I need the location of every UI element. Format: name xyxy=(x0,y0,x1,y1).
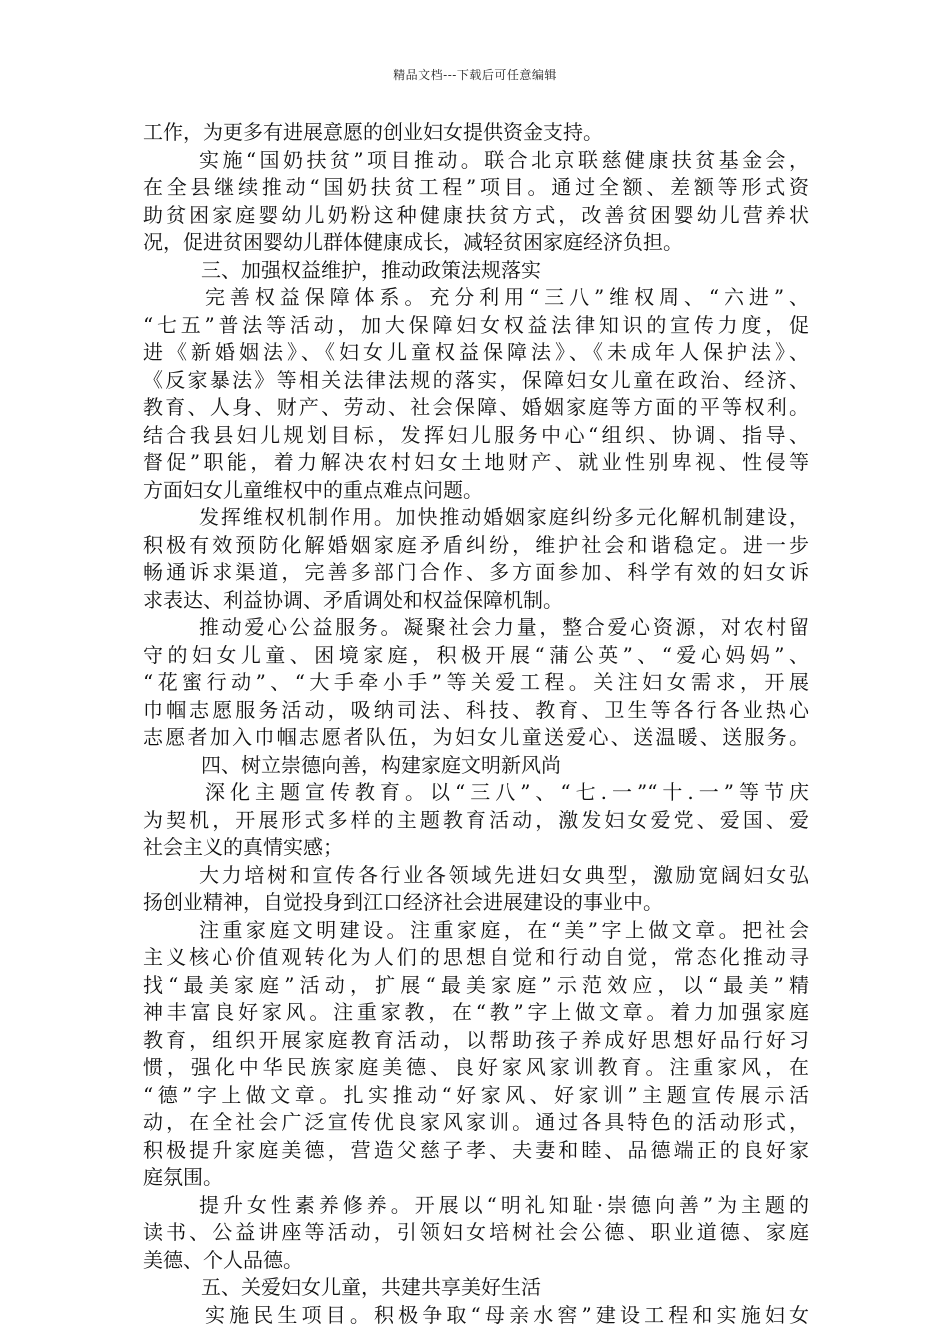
section-heading: 三、加强权益维护，推动政策法规落实 xyxy=(201,257,541,282)
text-line: 找“最美家庭”活动，扩展“最美家庭”示范效应，以“最美”精 xyxy=(143,972,809,997)
paragraph-start-line: 注重家庭文明建设。注重家庭，在“美”字上做文章。把社会 xyxy=(199,917,809,942)
text-line: 方面妇女儿童维权中的重点难点问题。 xyxy=(143,477,483,502)
text-line: 社会主义的真情实感； xyxy=(143,835,343,859)
paragraph-start-line: 实施“国奶扶贫”项目推动。联合北京联慈健康扶贫基金会， xyxy=(199,147,809,172)
text-line: 庭氛围。 xyxy=(143,1165,223,1189)
text-line: 在全县继续推动“国奶扶贫工程”项目。通过全额、差额等形式资 xyxy=(143,175,809,199)
text-line: 况，促进贫困婴幼儿群体健康成长，减轻贫困家庭经济负担。 xyxy=(143,230,683,254)
text-line: 神丰富良好家风。注重家教，在“教”字上做文章。着力加强家庭 xyxy=(143,1000,809,1024)
text-line: 督促”职能，着力解决农村妇女土地财产、就业性别卑视、性侵等 xyxy=(143,450,809,474)
text-line: 进《新婚姻法》、《妇女儿童权益保障法》、《未成年人保护法》、 xyxy=(143,340,809,364)
document-body xyxy=(143,119,809,1329)
section-heading: 四、树立崇德向善，构建家庭文明新风尚 xyxy=(201,752,561,777)
text-line: 教育、人身、财产、劳动、社会保障、婚姻家庭等方面的平等权利。 xyxy=(143,395,809,419)
paragraph-start-line: 推动爱心公益服务。凝聚社会力量，整合爱心资源，对农村留 xyxy=(199,615,809,639)
text-line: 积极有效预防化解婚姻家庭矛盾纠纷，维护社会和谐稳定。进一步 xyxy=(143,532,809,557)
text-line: 守的妇女儿童、困境家庭，积极开展“蒲公英”、“爱心妈妈”、 xyxy=(143,642,809,667)
text-line: 动，在全社会广泛宣传优良家风家训。通过各具特色的活动形式， xyxy=(143,1110,809,1134)
paragraph-start-line: 深化主题宣传教育。以“三八”、“七.一”“十.一”等节庆 xyxy=(205,780,809,804)
text-line: 惯，强化中华民族家庭美德、良好家风家训教育。注重家风，在 xyxy=(143,1055,809,1079)
text-line: 为契机，开展形式多样的主题教育活动，激发妇女爱党、爱国、爱 xyxy=(143,807,809,832)
page-header: 精品文档---下载后可任意编辑 xyxy=(393,68,557,82)
text-line: 工作，为更多有进展意愿的创业妇女提供资金支持。 xyxy=(143,120,603,144)
text-line: 结合我县妇儿规划目标，发挥妇儿服务中心“组织、协调、指导、 xyxy=(143,422,809,447)
text-line: “七五”普法等活动，加大保障妇女权益法律知识的宣传力度，促 xyxy=(143,312,809,337)
text-line: “德”字上做文章。扎实推动“好家风、好家训”主题宣传展示活 xyxy=(143,1082,809,1107)
text-line: 求表达、利益协调、矛盾调处和权益保障机制。 xyxy=(143,587,563,612)
text-line: “花蜜行动”、“大手牵小手”等关爱工程。关注妇女需求，开展 xyxy=(143,670,809,694)
paragraph-start-line: 发挥维权机制作用。加快推动婚姻家庭纠纷多元化解机制建设， xyxy=(199,505,809,529)
section-heading: 五、关爱妇女儿童，共建共享美好生活 xyxy=(201,1275,541,1299)
paragraph-start-line: 实施民生项目。积极争取“母亲水窖”建设工程和实施妇女 xyxy=(205,1302,809,1327)
text-line: 主义核心价值观转化为人们的思想自觉和行动自觉，常态化推动寻 xyxy=(143,945,809,969)
paragraph-start-line: 完善权益保障体系。充分利用“三八”维权周、“六进”、 xyxy=(205,285,809,309)
text-line: 巾帼志愿服务活动，吸纳司法、科技、教育、卫生等各行各业热心 xyxy=(143,697,809,722)
text-line: 积极提升家庭美德，营造父慈子孝、夫妻和睦、品德端正的良好家 xyxy=(143,1137,809,1162)
text-line: 美德、个人品德。 xyxy=(143,1247,303,1272)
text-line: 助贫困家庭婴幼儿奶粉这种健康扶贫方式，改善贫困婴幼儿营养状 xyxy=(143,202,809,227)
text-line: 教育，组织开展家庭教育活动，以帮助孩子养成好思想好品行好习 xyxy=(143,1027,809,1052)
text-line: 志愿者加入巾帼志愿者队伍，为妇女儿童送爱心、送温暖、送服务。 xyxy=(143,725,809,749)
paragraph-start-line: 大力培树和宣传各行业各领域先进妇女典型，激励宽阔妇女弘 xyxy=(199,862,809,887)
paragraph-start-line: 提升女性素养修养。开展以“明礼知耻·崇德向善”为主题的 xyxy=(199,1192,809,1217)
text-line: 畅通诉求渠道，完善多部门合作、多方面参加、科学有效的妇女诉 xyxy=(143,560,809,584)
text-line: 扬创业精神，自觉投身到江口经济社会进展建设的事业中。 xyxy=(143,890,663,914)
text-line: 读书、公益讲座等活动，引领妇女培树社会公德、职业道德、家庭 xyxy=(143,1220,809,1244)
text-line: 《反家暴法》等相关法律法规的落实，保障妇女儿童在政治、经济、 xyxy=(143,367,809,392)
